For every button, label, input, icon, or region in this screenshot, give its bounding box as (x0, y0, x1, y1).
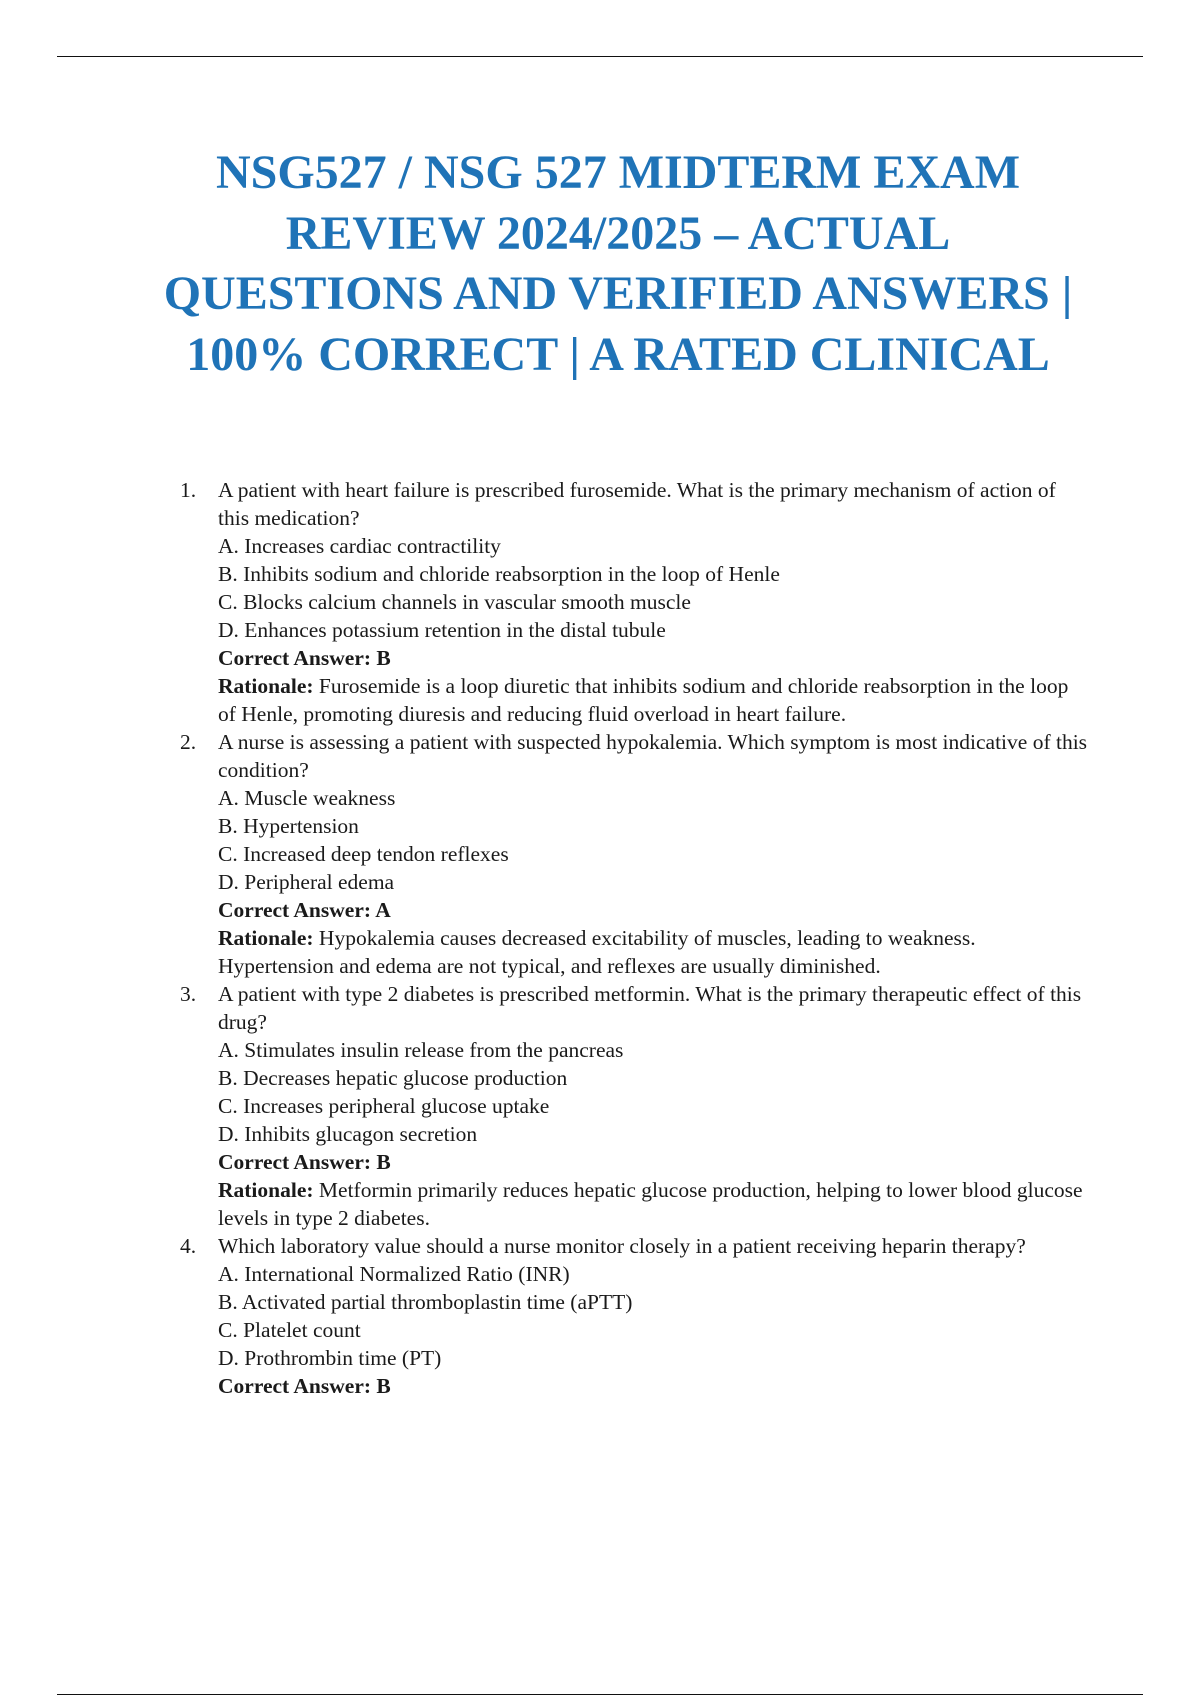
option-c: C. Increased deep tendon reflexes (218, 842, 509, 866)
option-a: A. Muscle weakness (218, 786, 396, 810)
correct-answer: Correct Answer: B (218, 1374, 391, 1398)
rationale (218, 1176, 1088, 1232)
rationale (218, 672, 1088, 728)
option-b: B. Activated partial thromboplastin time (aPTT) (218, 1290, 633, 1314)
correct-answer: Correct Answer: B (218, 646, 391, 670)
rationale-text: Metformin primarily reduces hepatic glucose production, helping to lower blood glucose levels in type 2 diabetes. (218, 1178, 1083, 1230)
option-b: B. Decreases hepatic glucose production (218, 1066, 568, 1090)
option-d: D. Peripheral edema (218, 870, 395, 894)
question-3 (180, 980, 1088, 1232)
option-a: A. Increases cardiac contractility (218, 534, 501, 558)
question-text: Which laboratory value should a nurse monitor closely in a patient receiving heparin therapy? (218, 1234, 1026, 1258)
question-number: 1. (180, 478, 197, 502)
answer-options (218, 1036, 1088, 1148)
question-number: 4. (180, 1234, 197, 1258)
question-2 (180, 728, 1088, 980)
question-number: 3. (180, 982, 197, 1006)
rationale-label: Rationale: (218, 674, 314, 698)
answer-options (218, 784, 1088, 896)
question-4 (180, 1232, 1088, 1400)
option-b: B. Hypertension (218, 814, 359, 838)
option-d: D. Inhibits glucagon secretion (218, 1122, 478, 1146)
option-c: C. Increases peripheral glucose uptake (218, 1094, 550, 1118)
rationale-label: Rationale: (218, 926, 314, 950)
option-b: B. Inhibits sodium and chloride reabsorption in the loop of Henle (218, 562, 780, 586)
correct-answer: Correct Answer: B (218, 1150, 391, 1174)
correct-answer: Correct Answer: A (218, 898, 391, 922)
question-number: 2. (180, 730, 197, 754)
rationale-text: Hypokalemia causes decreased excitability of muscles, leading to weakness. Hypertension and edema are not typical, and reflexes are usually diminished. (218, 926, 976, 978)
answer-options (218, 1260, 1088, 1372)
rationale-text: Furosemide is a loop diuretic that inhibits sodium and chloride reabsorption in the loop of Henle, promoting diuresis and reducing fluid overload in heart failure. (218, 674, 1069, 726)
option-a: A. Stimulates insulin release from the pancreas (218, 1038, 624, 1062)
question-list (180, 476, 1088, 1400)
bottom-rule (57, 1694, 1143, 1695)
document-title: NSG527 / NSG 527 MIDTERM EXAM REVIEW 2024/2025 – ACTUAL QUESTIONS AND VERIFIED ANSWERS | 100% CORRECT | A RATED CLINICAL (163, 146, 1073, 381)
question-text: A nurse is assessing a patient with suspected hypokalemia. Which symptom is most indicative of this condition? (218, 730, 1088, 782)
option-d: D. Prothrombin time (PT) (218, 1346, 442, 1370)
question-text: A patient with type 2 diabetes is prescribed metformin. What is the primary therapeutic effect of this drug? (218, 982, 1082, 1034)
question-text: A patient with heart failure is prescribed furosemide. What is the primary mechanism of action of this medication? (218, 478, 1056, 530)
rationale-label: Rationale: (218, 1178, 314, 1202)
question-1 (180, 476, 1088, 728)
top-rule (57, 56, 1143, 57)
option-d: D. Enhances potassium retention in the distal tubule (218, 618, 666, 642)
answer-options (218, 532, 1088, 644)
option-c: C. Platelet count (218, 1318, 361, 1342)
option-a: A. International Normalized Ratio (INR) (218, 1262, 570, 1286)
rationale (218, 924, 1088, 980)
option-c: C. Blocks calcium channels in vascular smooth muscle (218, 590, 691, 614)
